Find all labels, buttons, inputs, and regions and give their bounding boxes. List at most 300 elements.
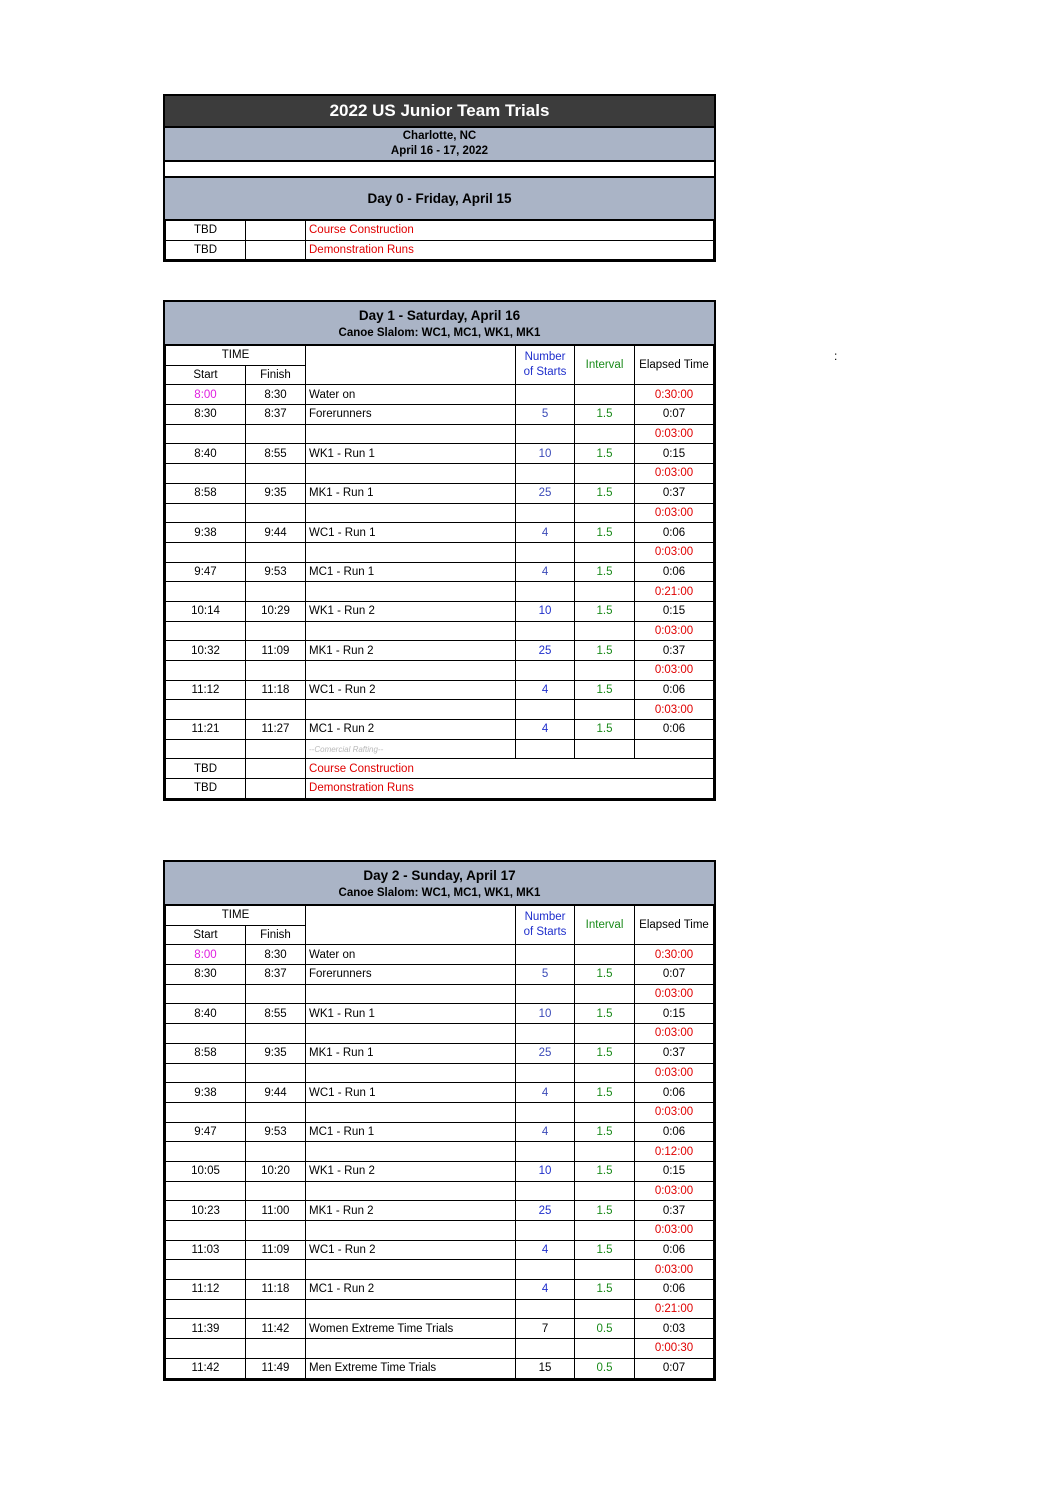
elapsed-time-cell: 0:12:00	[635, 1142, 714, 1162]
number-of-starts-cell	[516, 1181, 575, 1201]
table-row	[166, 1240, 714, 1260]
number-of-starts-cell: 4	[516, 1240, 575, 1260]
elapsed-time-cell: 0:15	[635, 1004, 714, 1024]
start-cell: 11:03	[166, 1240, 246, 1260]
number-of-starts-cell: 4	[516, 1083, 575, 1103]
finish-header: Finish	[246, 925, 306, 945]
table-row	[166, 1004, 714, 1024]
interval-cell	[575, 385, 635, 405]
table-row	[166, 385, 714, 405]
table-row	[166, 1063, 714, 1083]
event-cell	[306, 542, 516, 562]
finish-cell: 10:20	[246, 1161, 306, 1181]
interval-cell: 1.5	[575, 720, 635, 740]
start-cell	[166, 739, 246, 759]
table-row	[166, 1260, 714, 1280]
finish-cell: 8:30	[246, 945, 306, 965]
start-cell: 11:42	[166, 1358, 246, 1378]
start-cell	[166, 1339, 246, 1359]
table-row	[166, 424, 714, 444]
finish-cell	[246, 984, 306, 1004]
finish-cell	[246, 1102, 306, 1122]
event-cell	[306, 1063, 516, 1083]
finish-cell: 9:44	[246, 1083, 306, 1103]
start-cell: TBD	[166, 759, 246, 779]
interval-cell: 1.5	[575, 405, 635, 425]
table-row	[166, 661, 714, 681]
table-row	[166, 779, 714, 799]
elapsed-time-cell: 0:30:00	[635, 945, 714, 965]
day2-table	[165, 905, 714, 1379]
number-of-starts-cell: 25	[516, 1043, 575, 1063]
number-of-starts-cell	[516, 1024, 575, 1044]
number-of-starts-cell	[516, 739, 575, 759]
number-of-starts-cell	[516, 1221, 575, 1241]
number-of-starts-cell: 7	[516, 1319, 575, 1339]
elapsed-time-cell: 0:06	[635, 1083, 714, 1103]
interval-cell: 0.5	[575, 1319, 635, 1339]
start-cell	[166, 1299, 246, 1319]
number-of-starts-cell: 4	[516, 562, 575, 582]
elapsed-time-cell: 0:06	[635, 562, 714, 582]
finish-cell	[246, 1181, 306, 1201]
day0-title: Day 0 - Friday, April 15	[165, 178, 714, 220]
start-cell: 10:14	[166, 601, 246, 621]
table-row	[166, 1083, 714, 1103]
elapsed-time-cell: 0:03:00	[635, 1063, 714, 1083]
event-cell: MK1 - Run 2	[306, 1201, 516, 1221]
number-of-starts-cell	[516, 424, 575, 444]
event-cell: WC1 - Run 1	[306, 1083, 516, 1103]
start-cell: 11:39	[166, 1319, 246, 1339]
number-of-starts-cell	[516, 464, 575, 484]
start-cell	[166, 661, 246, 681]
start-cell	[166, 700, 246, 720]
table-row	[166, 523, 714, 543]
table-row	[166, 405, 714, 425]
finish-cell: 11:18	[246, 680, 306, 700]
day1-header	[165, 302, 714, 345]
event-cell: Course Construction	[306, 221, 714, 241]
number-of-starts-cell	[516, 700, 575, 720]
event-cell	[306, 1299, 516, 1319]
interval-cell	[575, 945, 635, 965]
day1-schedule	[163, 300, 716, 801]
event-cell: WC1 - Run 2	[306, 1240, 516, 1260]
elapsed-time-cell: 0:30:00	[635, 385, 714, 405]
table-row	[166, 1201, 714, 1221]
day2-schedule	[163, 860, 716, 1381]
finish-cell: 8:55	[246, 1004, 306, 1024]
number-of-starts-cell: 25	[516, 483, 575, 503]
table-row	[166, 503, 714, 523]
event-cell: MC1 - Run 2	[306, 1280, 516, 1300]
number-of-starts-cell: 10	[516, 1004, 575, 1024]
interval-cell	[575, 1181, 635, 1201]
table-row	[166, 582, 714, 602]
interval-cell: 1.5	[575, 523, 635, 543]
start-cell	[166, 1142, 246, 1162]
finish-cell: 9:35	[246, 483, 306, 503]
start-cell	[166, 1024, 246, 1044]
event-location: Charlotte, NC	[402, 130, 477, 142]
table-row	[166, 1319, 714, 1339]
start-cell	[166, 424, 246, 444]
day1-subtitle: Canoe Slalom: WC1, MC1, WK1, MK1	[338, 326, 541, 339]
start-cell: TBD	[166, 779, 246, 799]
event-cell	[306, 503, 516, 523]
event-cell: MC1 - Run 2	[306, 720, 516, 740]
finish-cell	[246, 221, 306, 241]
table-row	[166, 1102, 714, 1122]
finish-cell: 8:37	[246, 965, 306, 985]
interval-header: Interval	[575, 906, 635, 945]
start-cell: 8:58	[166, 1043, 246, 1063]
start-cell	[166, 1260, 246, 1280]
time-header: TIME	[166, 906, 306, 926]
elapsed-time-cell: 0:00:30	[635, 1339, 714, 1359]
start-cell: TBD	[166, 240, 246, 260]
elapsed-time-cell: 0:06	[635, 1122, 714, 1142]
finish-cell	[246, 759, 306, 779]
start-cell: 9:47	[166, 1122, 246, 1142]
finish-cell: 10:29	[246, 601, 306, 621]
table-row	[166, 1024, 714, 1044]
table-row	[166, 464, 714, 484]
elapsed-time-header: Elapsed Time	[635, 906, 714, 945]
start-cell	[166, 464, 246, 484]
event-cell	[306, 464, 516, 484]
finish-cell	[246, 1299, 306, 1319]
interval-cell	[575, 984, 635, 1004]
finish-cell: 9:35	[246, 1043, 306, 1063]
page-title: 2022 US Junior Team Trials	[163, 94, 716, 128]
table-row	[166, 641, 714, 661]
table-row	[166, 1181, 714, 1201]
finish-cell	[246, 1221, 306, 1241]
event-cell	[306, 424, 516, 444]
number-of-starts-cell	[516, 1142, 575, 1162]
start-cell: 8:00	[166, 385, 246, 405]
interval-cell: 1.5	[575, 1201, 635, 1221]
start-header: Start	[166, 365, 246, 385]
interval-cell	[575, 1260, 635, 1280]
elapsed-time-header: Elapsed Time	[635, 346, 714, 385]
number-of-starts-cell	[516, 1102, 575, 1122]
number-of-starts-cell	[516, 945, 575, 965]
elapsed-time-cell: 0:07	[635, 965, 714, 985]
elapsed-time-cell: 0:06	[635, 680, 714, 700]
number-of-starts-cell: 10	[516, 444, 575, 464]
elapsed-time-cell: 0:03	[635, 1319, 714, 1339]
elapsed-time-cell: 0:03:00	[635, 542, 714, 562]
table-row	[166, 945, 714, 965]
start-cell: 8:00	[166, 945, 246, 965]
day2-title: Day 2 - Sunday, April 17	[363, 867, 516, 883]
number-of-starts-header: Number of Starts	[516, 346, 575, 385]
interval-cell: 1.5	[575, 1083, 635, 1103]
finish-cell	[246, 1260, 306, 1280]
elapsed-time-cell: 0:37	[635, 483, 714, 503]
finish-cell	[246, 1142, 306, 1162]
start-cell	[166, 621, 246, 641]
elapsed-time-cell: 0:07	[635, 1358, 714, 1378]
title-spacer	[163, 162, 716, 176]
event-cell	[306, 1142, 516, 1162]
table-row	[166, 240, 714, 260]
number-of-starts-cell: 25	[516, 1201, 575, 1221]
start-cell: 8:30	[166, 965, 246, 985]
elapsed-time-cell: 0:03:00	[635, 464, 714, 484]
number-of-starts-cell	[516, 984, 575, 1004]
elapsed-time-cell: 0:03:00	[635, 1102, 714, 1122]
table-row	[166, 621, 714, 641]
number-of-starts-cell: 15	[516, 1358, 575, 1378]
start-cell: 9:47	[166, 562, 246, 582]
interval-cell	[575, 503, 635, 523]
event-cell: Forerunners	[306, 965, 516, 985]
event-cell: WC1 - Run 1	[306, 523, 516, 543]
interval-cell	[575, 739, 635, 759]
event-cell: WK1 - Run 1	[306, 1004, 516, 1024]
finish-cell: 8:37	[246, 405, 306, 425]
interval-cell	[575, 1299, 635, 1319]
number-of-starts-cell: 10	[516, 601, 575, 621]
event-cell	[306, 1339, 516, 1359]
number-of-starts-header: Number of Starts	[516, 906, 575, 945]
elapsed-time-cell: 0:15	[635, 1161, 714, 1181]
interval-cell	[575, 661, 635, 681]
finish-cell	[246, 1339, 306, 1359]
elapsed-time-cell: 0:37	[635, 1201, 714, 1221]
elapsed-time-cell: 0:03:00	[635, 1024, 714, 1044]
event-cell	[306, 1024, 516, 1044]
start-cell: 10:23	[166, 1201, 246, 1221]
number-of-starts-cell	[516, 582, 575, 602]
interval-cell	[575, 1102, 635, 1122]
start-cell: 8:40	[166, 444, 246, 464]
interval-cell	[575, 464, 635, 484]
elapsed-time-cell: 0:15	[635, 444, 714, 464]
start-cell: 9:38	[166, 1083, 246, 1103]
interval-cell	[575, 542, 635, 562]
start-cell	[166, 1221, 246, 1241]
interval-cell: 1.5	[575, 483, 635, 503]
interval-cell: 1.5	[575, 1043, 635, 1063]
interval-cell: 1.5	[575, 1280, 635, 1300]
finish-cell	[246, 1024, 306, 1044]
elapsed-time-cell: 0:03:00	[635, 1181, 714, 1201]
table-row	[166, 1161, 714, 1181]
day2-header	[165, 862, 714, 905]
day2-subtitle: Canoe Slalom: WC1, MC1, WK1, MK1	[338, 886, 541, 899]
elapsed-time-cell: 0:03:00	[635, 700, 714, 720]
day1-table	[165, 345, 714, 799]
elapsed-time-cell: 0:03:00	[635, 1260, 714, 1280]
day1-title: Day 1 - Saturday, April 16	[358, 307, 521, 323]
event-cell: MC1 - Run 1	[306, 562, 516, 582]
event-cell	[306, 1181, 516, 1201]
elapsed-time-cell: 0:06	[635, 1280, 714, 1300]
event-cell: WC1 - Run 2	[306, 680, 516, 700]
finish-cell	[246, 700, 306, 720]
number-of-starts-cell	[516, 1260, 575, 1280]
finish-cell: 11:00	[246, 1201, 306, 1221]
elapsed-time-cell: 0:06	[635, 1240, 714, 1260]
finish-cell	[246, 779, 306, 799]
table-row	[166, 984, 714, 1004]
table-row	[166, 720, 714, 740]
number-of-starts-cell: 4	[516, 1280, 575, 1300]
elapsed-time-cell: 0:03:00	[635, 1221, 714, 1241]
event-cell: Demonstration Runs	[306, 779, 714, 799]
finish-header: Finish	[246, 365, 306, 385]
start-header: Start	[166, 925, 246, 945]
finish-cell: 11:09	[246, 641, 306, 661]
event-cell: Water on	[306, 385, 516, 405]
finish-cell	[246, 739, 306, 759]
interval-cell	[575, 424, 635, 444]
start-cell	[166, 1063, 246, 1083]
start-cell	[166, 1102, 246, 1122]
finish-cell: 11:09	[246, 1240, 306, 1260]
event-cell: WK1 - Run 2	[306, 1161, 516, 1181]
event-header	[306, 906, 516, 945]
number-of-starts-cell	[516, 503, 575, 523]
event-cell: WK1 - Run 1	[306, 444, 516, 464]
elapsed-time-cell: 0:03:00	[635, 984, 714, 1004]
elapsed-time-cell: 0:21:00	[635, 1299, 714, 1319]
event-cell: Demonstration Runs	[306, 240, 714, 260]
elapsed-time-cell	[635, 739, 714, 759]
start-cell	[166, 503, 246, 523]
finish-cell: 8:30	[246, 385, 306, 405]
event-cell	[306, 984, 516, 1004]
interval-cell: 0.5	[575, 1358, 635, 1378]
start-cell: 9:38	[166, 523, 246, 543]
start-cell: 11:12	[166, 1280, 246, 1300]
start-cell: 8:30	[166, 405, 246, 425]
table-row	[166, 739, 714, 759]
elapsed-time-cell: 0:03:00	[635, 503, 714, 523]
event-cell	[306, 1221, 516, 1241]
day0-table	[165, 220, 714, 260]
table-row	[166, 680, 714, 700]
start-cell	[166, 542, 246, 562]
elapsed-time-cell: 0:07	[635, 405, 714, 425]
finish-cell: 8:55	[246, 444, 306, 464]
elapsed-time-cell: 0:37	[635, 1043, 714, 1063]
finish-cell: 11:18	[246, 1280, 306, 1300]
event-cell: Course Construction	[306, 759, 714, 779]
interval-cell: 1.5	[575, 641, 635, 661]
interval-cell	[575, 1063, 635, 1083]
number-of-starts-cell	[516, 1063, 575, 1083]
table-row	[166, 483, 714, 503]
start-cell: TBD	[166, 221, 246, 241]
finish-cell: 11:49	[246, 1358, 306, 1378]
finish-cell	[246, 1063, 306, 1083]
finish-cell	[246, 621, 306, 641]
table-row	[166, 759, 714, 779]
event-cell	[306, 661, 516, 681]
finish-cell	[246, 661, 306, 681]
event-cell: MK1 - Run 1	[306, 1043, 516, 1063]
table-row	[166, 1299, 714, 1319]
elapsed-time-cell: 0:21:00	[635, 582, 714, 602]
interval-cell: 1.5	[575, 680, 635, 700]
event-cell: Women Extreme Time Trials	[306, 1319, 516, 1339]
table-row	[166, 444, 714, 464]
event-cell	[306, 1260, 516, 1280]
finish-cell	[246, 582, 306, 602]
start-cell: 11:21	[166, 720, 246, 740]
number-of-starts-cell: 4	[516, 720, 575, 740]
start-cell: 11:12	[166, 680, 246, 700]
event-cell: WK1 - Run 2	[306, 601, 516, 621]
finish-cell: 9:53	[246, 1122, 306, 1142]
table-row	[166, 562, 714, 582]
number-of-starts-cell	[516, 385, 575, 405]
number-of-starts-cell	[516, 1299, 575, 1319]
event-cell: Forerunners	[306, 405, 516, 425]
title-block	[163, 94, 716, 176]
elapsed-time-cell: 0:06	[635, 720, 714, 740]
day0-schedule	[163, 176, 716, 262]
table-row	[166, 700, 714, 720]
interval-cell	[575, 582, 635, 602]
interval-cell: 1.5	[575, 1004, 635, 1024]
interval-cell	[575, 1339, 635, 1359]
event-header	[306, 346, 516, 385]
number-of-starts-cell: 25	[516, 641, 575, 661]
event-cell: Water on	[306, 945, 516, 965]
interval-cell: 1.5	[575, 562, 635, 582]
elapsed-time-cell: 0:37	[635, 641, 714, 661]
event-cell	[306, 700, 516, 720]
table-row	[166, 965, 714, 985]
time-header: TIME	[166, 346, 306, 366]
start-cell: 8:40	[166, 1004, 246, 1024]
event-cell: MK1 - Run 2	[306, 641, 516, 661]
finish-cell: 9:44	[246, 523, 306, 543]
start-cell: 10:32	[166, 641, 246, 661]
interval-cell	[575, 1024, 635, 1044]
finish-cell	[246, 464, 306, 484]
finish-cell	[246, 542, 306, 562]
table-row	[166, 542, 714, 562]
number-of-starts-cell: 5	[516, 405, 575, 425]
table-row	[166, 1043, 714, 1063]
table-row	[166, 1280, 714, 1300]
number-of-starts-cell: 10	[516, 1161, 575, 1181]
start-cell: 10:05	[166, 1161, 246, 1181]
event-cell: Men Extreme Time Trials	[306, 1358, 516, 1378]
finish-cell	[246, 240, 306, 260]
table-row	[166, 1339, 714, 1359]
start-cell: 8:58	[166, 483, 246, 503]
table-row	[166, 601, 714, 621]
interval-cell: 1.5	[575, 965, 635, 985]
number-of-starts-cell: 5	[516, 965, 575, 985]
interval-cell	[575, 621, 635, 641]
interval-cell: 1.5	[575, 1122, 635, 1142]
interval-cell: 1.5	[575, 1161, 635, 1181]
table-row	[166, 1122, 714, 1142]
event-cell	[306, 621, 516, 641]
interval-header: Interval	[575, 346, 635, 385]
event-dates: April 16 - 17, 2022	[390, 145, 489, 157]
